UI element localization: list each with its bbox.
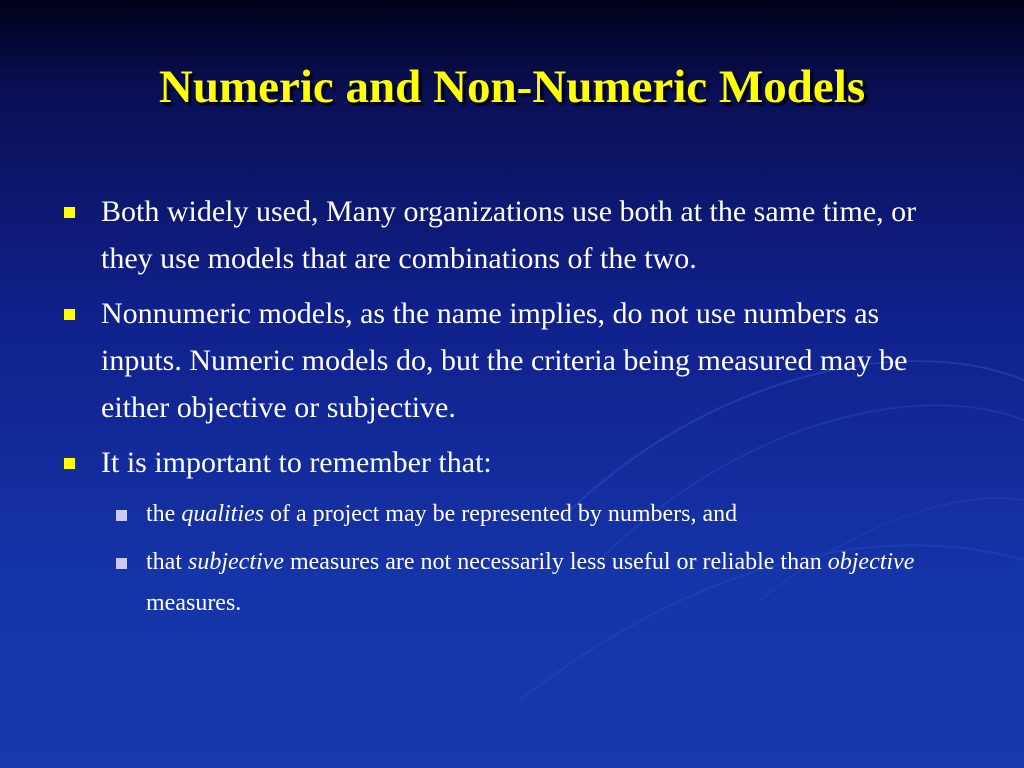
- bullet-text: It is important to remember that:: [101, 446, 492, 479]
- square-sub-bullet-icon: [116, 558, 127, 569]
- bullet-text: Both widely used, Many organizations use both at the same time, or they use models that are combinations of the two.: [101, 195, 917, 275]
- sub-bullet-text-after: of a project may be represented by numbers, and: [264, 501, 738, 527]
- sub-bullet-text-before: the: [146, 501, 182, 527]
- sub-bullet-emphasis-2: objective: [827, 549, 915, 575]
- slide-body: [62, 188, 962, 631]
- slide-title: Numeric and Non-Numeric Models: [158, 61, 866, 113]
- bullet-text: Nonnumeric models, as the name implies, do not use numbers as inputs. Numeric models do, but the criteria being measured may be either objective or subjective.: [101, 297, 908, 424]
- sub-bullet-item: [62, 542, 962, 624]
- sub-bullet-emphasis: qualities: [181, 501, 264, 527]
- sub-bullet-text-after-2: measures.: [146, 590, 242, 616]
- bullet-item: [62, 290, 962, 431]
- square-sub-bullet-icon: [116, 510, 127, 521]
- bullet-item: [62, 439, 962, 486]
- sub-bullet-text-after: measures are not necessarily less useful or reliable than: [283, 549, 828, 575]
- square-bullet-icon: [64, 207, 75, 218]
- square-bullet-icon: [64, 309, 75, 320]
- sub-bullet-emphasis: subjective: [188, 549, 284, 575]
- square-bullet-icon: [64, 458, 75, 469]
- bullet-item: [62, 188, 962, 282]
- sub-bullet-text-before: that: [146, 549, 188, 575]
- sub-bullet-item: [62, 494, 962, 535]
